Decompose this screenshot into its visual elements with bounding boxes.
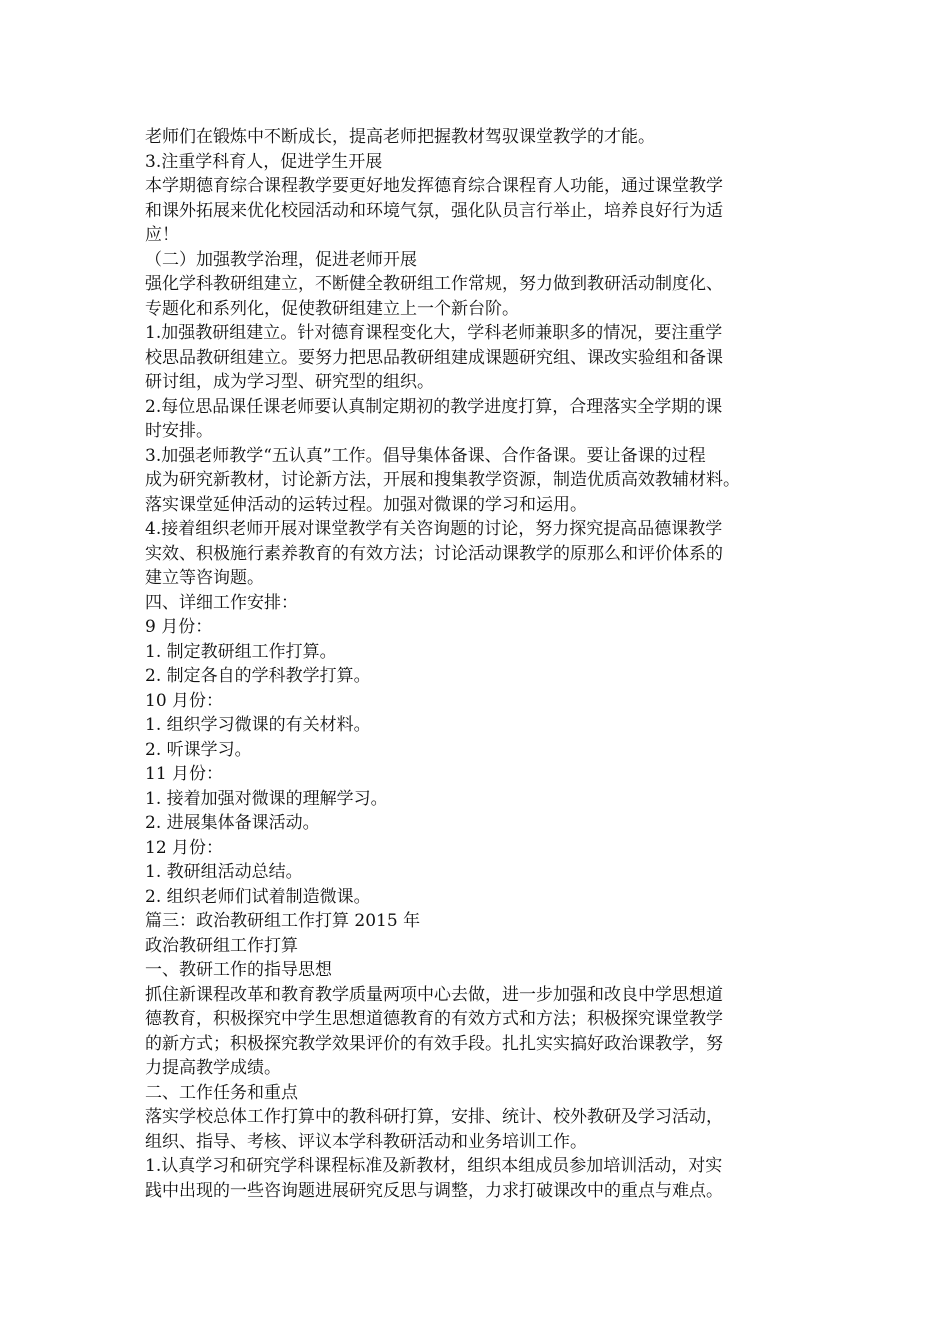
text-line: 落实课堂延伸活动的运转过程。加强对微课的学习和运用。 [145, 494, 587, 515]
text-line: 12 月份： [145, 837, 224, 858]
text-line: 3.加强老师教学“五认真”工作。倡导集体备课、合作备课。要让备课的过程 [145, 445, 706, 466]
text-line: 四、详细工作安排： [145, 592, 298, 613]
text-line: 11 月份： [145, 764, 224, 784]
text-line: 的新方式；积极探究教学效果评价的有效手段。扎扎实实搞好政治课教学，努 [145, 1033, 723, 1054]
text-line: 1.加强教研组建立。针对德育课程变化大，学科老师兼职多的情况，要注重学 [145, 323, 723, 343]
text-line: 和课外拓展来优化校园活动和环境气氛，强化队员言行举止，培养良好行为适 [145, 200, 723, 221]
text-line: 4.接着组织老师开展对课堂教学有关咨询题的讨论，努力探究提高品德课教学 [145, 519, 723, 539]
text-line: 成为研究新教材，讨论新方法，开展和搜集教学资源，制造优质高效教辅材料。 [145, 470, 740, 490]
text-line: 2. 制定各自的学科教学打算。 [145, 666, 371, 686]
text-line: 应！ [145, 225, 179, 245]
text-line: 时安排。 [145, 421, 213, 441]
text-line: （二）加强教学治理，促进老师开展 [145, 249, 417, 270]
text-line: 2. 听课学习。 [145, 739, 252, 760]
text-line: 1. 制定教研组工作打算。 [145, 641, 337, 662]
text-line: 专题化和系列化，促使教研组建立上一个新台阶。 [145, 298, 519, 319]
text-line: 1.认真学习和研究学科课程标准及新教材，组织本组成员参加培训活动，对实 [145, 1156, 723, 1176]
text-line: 3.注重学科育人，促进学生开展 [145, 151, 383, 172]
text-line: 强化学科教研组建立，不断健全教研组工作常规，努力做到教研活动制度化、 [145, 274, 723, 294]
text-line: 篇三：政治教研组工作打算 2015 年 [145, 911, 421, 931]
text-line: 组织、指导、考核、评议本学科教研活动和业务培训工作。 [145, 1131, 587, 1152]
text-line: 2. 进展集体备课活动。 [145, 813, 320, 833]
text-line: 老师们在锻炼中不断成长，提高老师把握教材驾驭课堂教学的才能。 [145, 127, 655, 147]
text-line: 校思品教研组建立。要努力把思品教研组建成课题研究组、课改实验组和备课 [145, 347, 723, 368]
text-line: 2. 组织老师们试着制造微课。 [145, 886, 371, 907]
text-line: 2.每位思品课任课老师要认真制定期初的教学进度打算，合理落实全学期的课 [145, 396, 723, 417]
text-line: 落实学校总体工作打算中的教科研打算，安排、统计、校外教研及学习活动， [145, 1107, 723, 1127]
text-line: 1. 教研组活动总结。 [145, 862, 303, 882]
text-line: 研讨组，成为学习型、研究型的组织。 [145, 372, 434, 392]
text-line: 二、工作任务和重点 [145, 1082, 298, 1103]
document-page [145, 125, 825, 1203]
text-line: 9 月份： [145, 617, 213, 637]
text-line: 德教育，积极探究中学生思想道德教育的有效方式和方法；积极探究课堂教学 [145, 1009, 723, 1029]
text-line: 本学期德育综合课程教学要更好地发挥德育综合课程育人功能，通过课堂教学 [145, 176, 723, 196]
text-line: 抓住新课程改革和教育教学质量两项中心去做，进一步加强和改良中学思想道 [145, 984, 723, 1005]
text-line: 1. 接着加强对微课的理解学习。 [145, 788, 388, 809]
text-line: 建立等咨询题。 [145, 568, 264, 588]
text-line: 践中出现的一些咨询题进展研究反思与调整，力求打破课改中的重点与难点。 [145, 1180, 723, 1201]
text-line: 力提高教学成绩。 [145, 1058, 281, 1078]
text-line: 1. 组织学习微课的有关材料。 [145, 715, 371, 735]
text-line: 一、教研工作的指导思想 [145, 960, 332, 980]
text-line: 10 月份： [145, 690, 224, 711]
text-line: 实效、积极施行素养教育的有效方法；讨论活动课教学的原那么和评价体系的 [145, 543, 723, 564]
text-line: 政治教研组工作打算 [145, 935, 298, 956]
